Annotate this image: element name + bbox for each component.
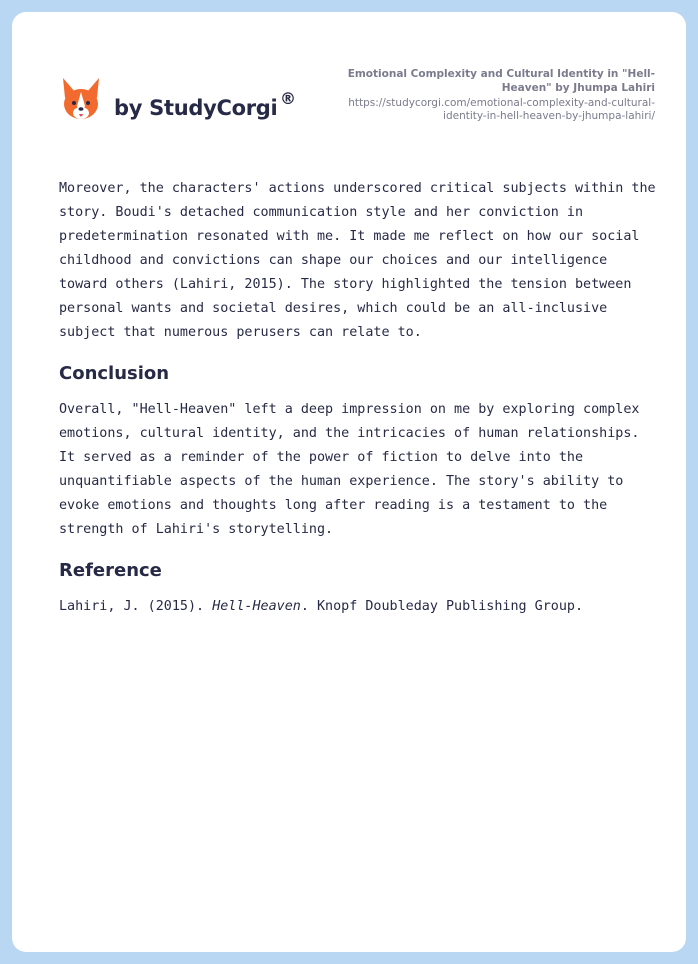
document-page — [12, 12, 686, 952]
document-url[interactable]: https://studycorgi.com/emotional-complexity-and-cultural-identity-in-hell-heaven-by-jhumpa-lahiri/ — [348, 97, 655, 122]
reference-author-year: Lahiri, J. (2015). — [59, 599, 213, 614]
intro-paragraph: Moreover, the characters' actions underscored critical subjects within the story. Boudi's detached communication style and her conviction in predetermination resonated with me. It made me reflect on how our social childhood and convictions can shape our choices and our intelligence toward others (Lahiri, 2015). The story highlighted the tension between personal wants and societal desires, which could be an all-inclusive subject that numerous perusers can relate to. — [59, 181, 656, 340]
reference-title: Hell-Heaven — [212, 599, 301, 614]
document-content — [59, 177, 659, 619]
registered-mark: ® — [280, 89, 296, 108]
reference-publisher: . Knopf Doubleday Publishing Group. — [300, 599, 584, 614]
conclusion-paragraph: Overall, "Hell-Heaven" left a deep impression on me by exploring complex emotions, cultural identity, and the intricacies of human relationships. It served as a reminder of the power of fiction to delve into the unquantifiable aspects of the human experience. The story's ability to evoke emotions and thoughts long after reading is a testament to the strength of Lahiri's storytelling. — [59, 402, 640, 537]
document-meta — [315, 67, 655, 123]
document-title: Emotional Complexity and Cultural Identity in "Hell-Heaven" by Jhumpa Lahiri — [347, 68, 655, 94]
reference-entry — [59, 595, 659, 619]
corgi-icon — [60, 76, 102, 122]
studycorgi-logo[interactable] — [60, 76, 320, 126]
conclusion-heading: Conclusion — [59, 363, 170, 384]
page-header — [12, 12, 686, 152]
logo-text: by StudyCorgi — [114, 96, 278, 120]
reference-heading: Reference — [59, 560, 162, 581]
